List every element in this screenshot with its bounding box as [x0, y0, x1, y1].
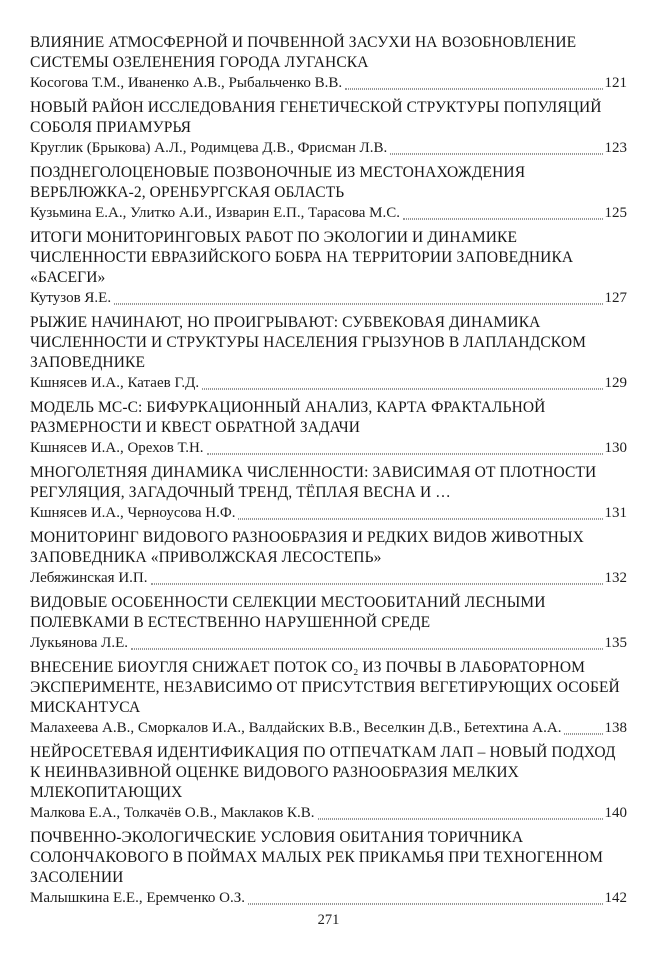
toc-entry-authors-line — [30, 203, 627, 223]
toc-entry-page-ref: 130 — [604, 440, 627, 456]
leader-dots — [238, 519, 602, 520]
toc-entry-authors-line — [30, 373, 627, 393]
toc-entry-title: ВЛИЯНИЕ АТМОСФЕРНОЙ И ПОЧВЕННОЙ ЗАСУХИ НА ВОЗОБНОВЛЕНИЕ СИСТЕМЫ ОЗЕЛЕНЕНИЯ ГОРОДА ЛУГАНСКА — [30, 34, 577, 71]
toc-entry-title: НОВЫЙ РАЙОН ИССЛЕДОВАНИЯ ГЕНЕТИЧЕСКОЙ СТРУКТУРЫ ПОПУЛЯЦИЙ СОБОЛЯ ПРИАМУРЬЯ — [30, 99, 602, 136]
toc-entry-title: МНОГОЛЕТНЯЯ ДИНАМИКА ЧИСЛЕННОСТИ: ЗАВИСИМАЯ ОТ ПЛОТНОСТИ РЕГУЛЯЦИЯ, ЗАГАДОЧНЫЙ ТРЕНД, ТЁПЛАЯ ВЕСНА И … — [30, 464, 597, 501]
toc-entry-authors: Кшнясев И.А., Орехов Т.Н. — [30, 440, 204, 456]
toc-entry — [30, 743, 627, 823]
toc-entry-authors: Кшнясев И.А., Катаев Г.Д. — [30, 375, 200, 391]
toc-entry-authors: Малахеева А.В., Сморкалов И.А., Валдайских В.В., Веселкин Д.В., Бетехтина А.А. — [30, 720, 562, 736]
toc-entry-page-ref: 127 — [604, 290, 627, 306]
toc-list — [30, 33, 627, 908]
leader-dots — [318, 819, 603, 820]
toc-entry-page-ref: 135 — [604, 635, 627, 651]
leader-dots — [564, 734, 602, 735]
toc-entry-authors: Кутузов Я.Е. — [30, 290, 112, 306]
toc-entry-authors-line — [30, 888, 627, 908]
page-number: 271 — [317, 912, 340, 928]
toc-entry-authors-line — [30, 288, 627, 308]
leader-dots — [131, 649, 603, 650]
toc-entry-authors-line — [30, 568, 627, 588]
toc-entry-title: МОНИТОРИНГ ВИДОВОГО РАЗНООБРАЗИЯ И РЕДКИХ ВИДОВ ЖИВОТНЫХ ЗАПОВЕДНИКА «ПРИВОЛЖСКАЯ ЛЕСОСТЕПЬ» — [30, 529, 584, 566]
toc-entry-title: НЕЙРОСЕТЕВАЯ ИДЕНТИФИКАЦИЯ ПО ОТПЕЧАТКАМ ЛАП – НОВЫЙ ПОДХОД К НЕИНВАЗИВНОЙ ОЦЕНКЕ ВИДОВОГО РАЗНООБРАЗИЯ МЕЛКИХ МЛЕКОПИТАЮЩИХ — [30, 744, 616, 801]
toc-entry-authors: Косогова Т.М., Иваненко А.В., Рыбальченко В.В. — [30, 75, 343, 91]
toc-entry-authors: Лукьянова Л.Е. — [30, 635, 128, 651]
toc-entry-title: ПОЧВЕННО-ЭКОЛОГИЧЕСКИЕ УСЛОВИЯ ОБИТАНИЯ ТОРИЧНИКА СОЛОНЧАКОВОГО В ПОЙМАХ МАЛЫХ РЕК ПРИКАМЬЯ ПРИ ТЕХНОГЕННОМ ЗАСОЛЕНИИ — [30, 829, 603, 886]
toc-entry-title: ВНЕСЕНИЕ БИОУГЛЯ СНИЖАЕТ ПОТОК СО₂ ИЗ ПОЧВЫ В ЛАБОРАТОРНОМ ЭКСПЕРИМЕНТЕ, НЕЗАВИСИМО ОТ ПРИСУТСТВИЯ ВЕГЕТИРУЮЩИХ ОСОБЕЙ МИСКАНТУСА — [30, 659, 620, 716]
toc-entry-page-ref: 138 — [604, 720, 627, 736]
toc-entry — [30, 528, 627, 588]
toc-entry-authors-line — [30, 633, 627, 653]
toc-entry — [30, 593, 627, 653]
leader-dots — [345, 89, 602, 90]
leader-dots — [403, 219, 602, 220]
toc-entry-title: ПОЗДНЕГОЛОЦЕНОВЫЕ ПОЗВОНОЧНЫЕ ИЗ МЕСТОНАХОЖДЕНИЯ ВЕРБЛЮЖКА-2, ОРЕНБУРГСКАЯ ОБЛАСТЬ — [30, 164, 526, 201]
toc-entry — [30, 228, 627, 308]
toc-entry-authors-line — [30, 718, 627, 738]
toc-entry-page-ref: 121 — [604, 75, 627, 91]
toc-entry-authors: Малкова Е.А., Толкачёв О.В., Маклаков К.В. — [30, 805, 315, 821]
toc-entry-title: ВИДОВЫЕ ОСОБЕННОСТИ СЕЛЕКЦИИ МЕСТООБИТАНИЙ ЛЕСНЫМИ ПОЛЕВКАМИ В ЕСТЕСТВЕННО НАРУШЕННОЙ СРЕДЕ — [30, 594, 546, 631]
toc-entry — [30, 398, 627, 458]
toc-entry-page-ref: 140 — [604, 805, 627, 821]
toc-entry-authors: Круглик (Брыкова) А.Л., Родимцева Д.В., Фрисман Л.В. — [30, 140, 388, 156]
leader-dots — [151, 584, 603, 585]
leader-dots — [207, 454, 603, 455]
toc-entry-authors: Кузьмина Е.А., Улитко А.И., Изварин Е.П., Тарасова М.С. — [30, 205, 401, 221]
toc-entry — [30, 33, 627, 93]
toc-entry-title: МОДЕЛЬ МС-С: БИФУРКАЦИОННЫЙ АНАЛИЗ, КАРТА ФРАКТАЛЬНОЙ РАЗМЕРНОСТИ И КВЕСТ ОБРАТНОЙ ЗАДАЧИ — [30, 399, 546, 436]
toc-entry-page-ref: 123 — [604, 140, 627, 156]
toc-entry — [30, 463, 627, 523]
toc-entry-page-ref: 131 — [604, 505, 627, 521]
toc-entry — [30, 658, 627, 738]
toc-page — [30, 33, 627, 913]
leader-dots — [202, 389, 602, 390]
toc-entry-title: ИТОГИ МОНИТОРИНГОВЫХ РАБОТ ПО ЭКОЛОГИИ И ДИНАМИКЕ ЧИСЛЕННОСТИ ЕВРАЗИЙСКОГО БОБРА НА ТЕРРИТОРИИ ЗАПОВЕДНИКА «БАСЕГИ» — [30, 229, 574, 286]
toc-entry-page-ref: 142 — [604, 890, 627, 906]
toc-entry — [30, 313, 627, 393]
toc-entry-authors-line — [30, 503, 627, 523]
toc-entry — [30, 828, 627, 908]
toc-entry-authors-line — [30, 138, 627, 158]
toc-entry-page-ref: 132 — [604, 570, 627, 586]
toc-entry-title: РЫЖИЕ НАЧИНАЮТ, НО ПРОИГРЫВАЮТ: СУБВЕКОВАЯ ДИНАМИКА ЧИСЛЕННОСТИ И СТРУКТУРЫ НАСЕЛЕНИЯ ГРЫЗУНОВ В ЛАПЛАНДСКОМ ЗАПОВЕДНИКЕ — [30, 314, 587, 371]
toc-entry-page-ref: 125 — [604, 205, 627, 221]
toc-entry-authors-line — [30, 803, 627, 823]
toc-entry-authors: Малышкина Е.Е., Еремченко О.З. — [30, 890, 245, 906]
toc-entry-authors: Лебяжинская И.П. — [30, 570, 148, 586]
leader-dots — [390, 154, 602, 155]
toc-entry — [30, 163, 627, 223]
toc-entry — [30, 98, 627, 158]
toc-entry-authors: Кшнясев И.А., Черноусова Н.Ф. — [30, 505, 236, 521]
leader-dots — [114, 304, 602, 305]
toc-entry-page-ref: 129 — [604, 375, 627, 391]
leader-dots — [248, 904, 603, 905]
toc-entry-authors-line — [30, 73, 627, 93]
toc-entry-authors-line — [30, 438, 627, 458]
